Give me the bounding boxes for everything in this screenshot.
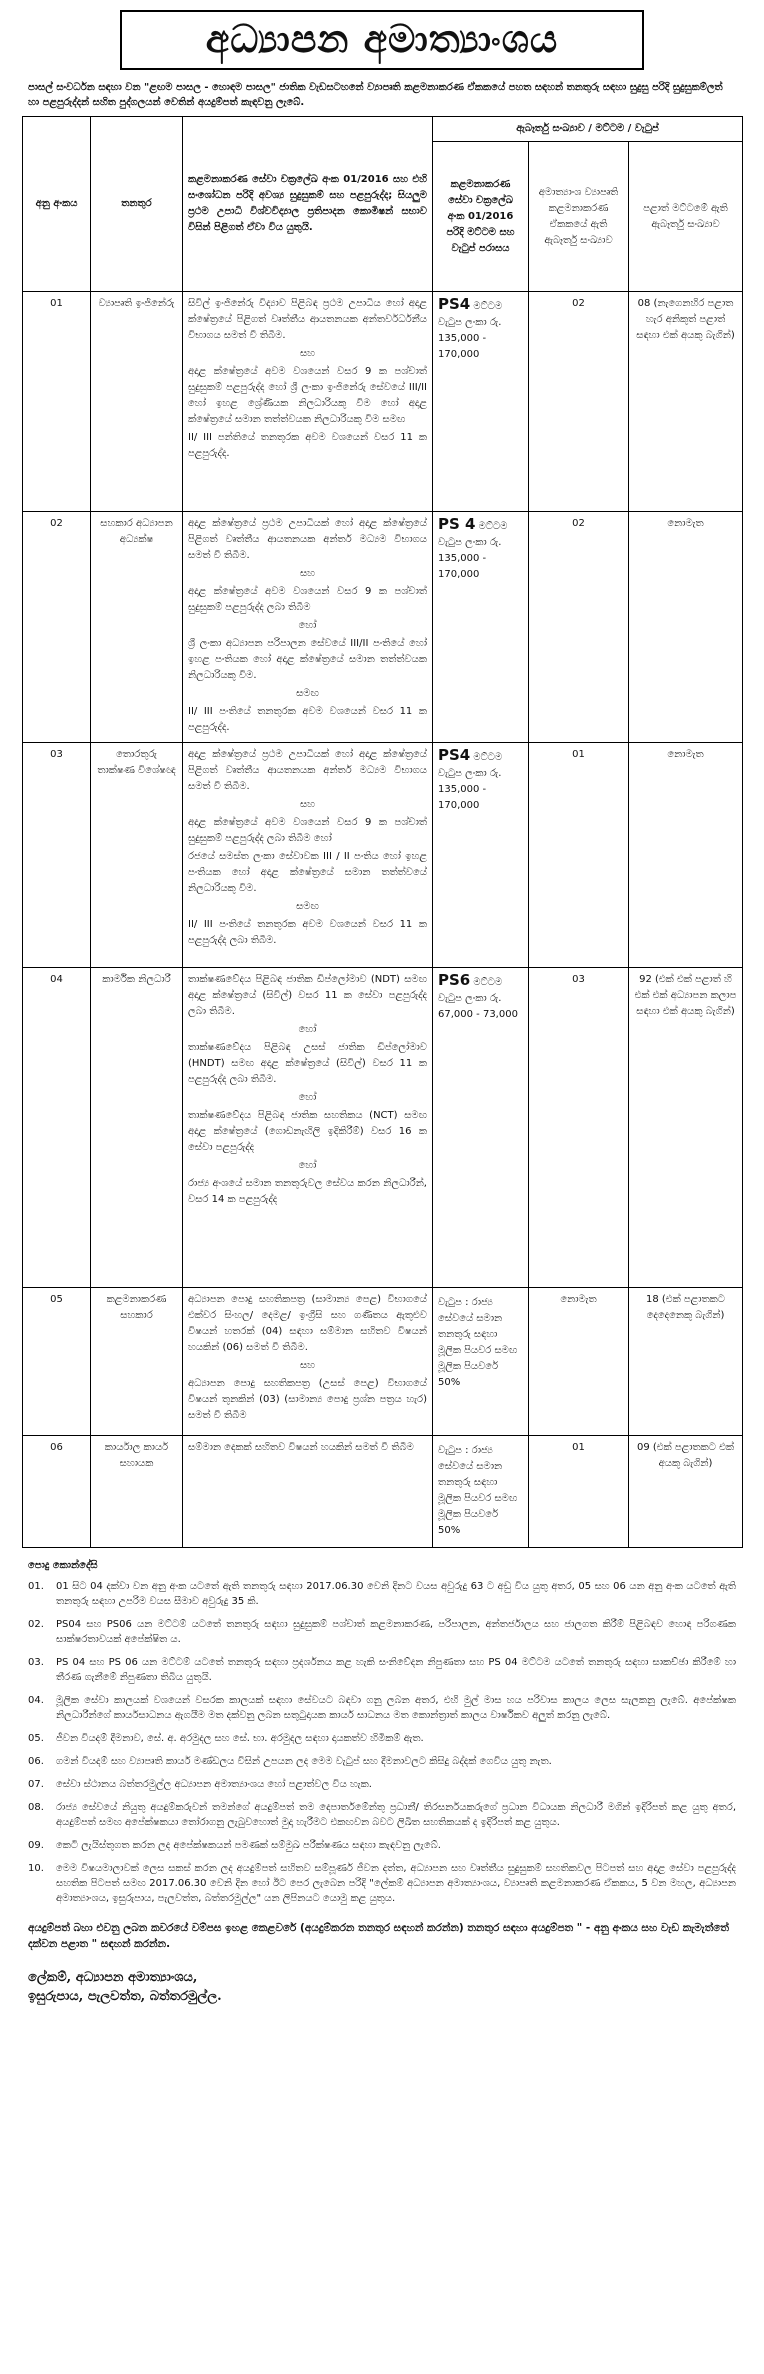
condition-text: කෙටි ලැයිස්තුගත කරන ලද අපේක්ෂකයන් පමණක් සම්මුඛ පරීක්ෂණය සඳහා කැඳවනු ලැබේ. (56, 1840, 441, 1851)
requirement-text: II/ III පංතියේ තනතුරක අවම වශයෙන් වසර 11 ක පළපුරුද්ද. (188, 706, 427, 733)
requirement-text: තාක්ෂණවේදය පිළිබඳ ජාතික සහතිකය (NCT) සමඟ අදාළ ක්ෂේත්‍රයේ (ගොඩනැඟිලි ඉදිකිරීම්) වසර 16 ක සේවා පළපුරුද්ද (188, 1110, 427, 1153)
requirement-conjunction: හෝ (298, 1024, 317, 1035)
table-row (23, 743, 743, 968)
vacancy-rows (23, 292, 743, 1548)
condition-number: 04. (28, 1695, 44, 1706)
row-provincial-vacancies: 18 (එක් පළාතකට දෙදෙනෙකු බැගින්) (629, 1288, 743, 1436)
requirement-text: තාක්ෂණවේදය පිළිබඳ ජාතික ඩිප්ලෝමාව (NDT) සමඟ අදාළ ක්ෂේත්‍රයේ (සිවිල්) වසර 11 ක සේවා පළපුරුද්ද ලබා තිබීම. (188, 974, 427, 1017)
condition-text: 01 සිට 04 දක්වා වන අනු අංක යටතේ ඇති තනතුරු සඳහා 2017.06.30 වෙනි දිනට වයස අවුරුදු 63 ට අඩු විය යුතු අතර, 05 සහ 06 යන අනු අංක යටතේ ඇති තනතුරු සඳහා උපරිම වයස සීමාව අවුරුදු 35 කි. (56, 1581, 736, 1607)
condition-item (28, 1617, 736, 1647)
requirement-text: රාජ්‍ය අංශයේ සමාන තනතුරුවල සේවය කරන නිලධාරීන්, වසර 14 ක පළපුරුද්ද (188, 1178, 427, 1205)
condition-text: මෙම විෂයමාලාවක් ලෙස සකස් කරන ලද අයදුම්පත් සහිතව සම්පූර්ණ ජීවන දත්ත, අධ්‍යාපන සහ වෘත්තීය සුදුසුකම් සහතිකවල පිටපත් සහ අදාළ සේවා පළපුරුද්ද සහතික පිටපත් සමඟ 2017.06.30 වෙනි දින හෝ ඊට පෙර ලැබෙන පරිදි "ලේකම් අධ්‍යාපන අමාත්‍යාංශය, ව්‍යාපෘති කළමනාකරණ ඒකකය, 5 වන මහල, අධ්‍යාපන අමාත්‍යාංශය, ඉසුරුපාය, පැලවත්ත, බත්තරමුල්ල" යන ලිපිනයට යොමු කළ යුතුය. (56, 1863, 736, 1904)
row-provincial-vacancies: නොමැත (629, 743, 743, 968)
condition-number: 08. (28, 1802, 44, 1813)
requirement-text: සම්මාන දෙකක් සහිතව විෂයන් හයකින් සමත් වී තිබීම (188, 1442, 414, 1453)
requirement-text: ශ්‍රී ලංකා අධ්‍යාපන පරිපාලන සේවයේ III/II පංතියේ හෝ ඉහළ පංතියක හෝ අදාළ ක්ෂේත්‍රයේ සමාන තත්ත්වයක නිලධාරියකු විම. (188, 638, 427, 681)
row-post: කාර්මික නිලධාරී (91, 968, 183, 1288)
requirement-conjunction: සහ (299, 568, 316, 579)
row-salary (433, 968, 529, 1288)
signature-line-2: ඉසුරුපාය, පැලවත්ත, බත්තරමුල්ල. (28, 1989, 222, 2004)
general-conditions-heading: පොදු කොන්දේසි (28, 1560, 98, 1571)
condition-item (28, 1579, 736, 1609)
condition-item (28, 1838, 736, 1853)
requirement-text: තාක්ෂණවේදය පිළිබඳ උසස් ජාතික ඩිප්ලෝමාව (HNDT) සමඟ අදාළ ක්ෂේත්‍රයේ (සිවිල්) වසර 11 ක පළපුරුද්ද ලබා තිබීම. (188, 1042, 427, 1085)
salary-level-code: PS6 (438, 971, 471, 989)
header-number: අනු අංකය (23, 117, 91, 292)
condition-number: 07. (28, 1779, 44, 1790)
table-row (23, 1288, 743, 1436)
row-ministry-vacancies: 02 (529, 292, 629, 512)
condition-number: 03. (28, 1657, 44, 1668)
requirement-conjunction: සහ (299, 799, 316, 810)
condition-item (28, 1731, 736, 1746)
table-row (23, 292, 743, 512)
row-post: සහකාර අධ්‍යාපන අධ්‍යක්ෂ (91, 512, 183, 743)
condition-item (28, 1655, 736, 1685)
header-qualifications: කළමනාකරණ සේවා චක්‍රලේඛ අංක 01/2016 සහ එහි සංශෝධන පරිදි අවශ්‍ය සුදුසුකම් සහ පළපුරුද්ද; සියලුම ප්‍රථම උපාධි විශ්වවිද්‍යාල ප්‍රතිපාදන කොමිෂන් සභාව විසින් පිළිගත් ඒවා විය යුතුයි. (183, 117, 433, 292)
header-post: තනතුර (91, 117, 183, 292)
requirement-text: අදාළ ක්ෂේත්‍රයේ අවම වශයෙන් වසර 9 ක පශ්චාත් සුදුසුකම් පළපුරුද්ද ලබා තිබීම (188, 586, 427, 613)
row-ministry-vacancies: 01 (529, 1436, 629, 1548)
requirement-text: අධ්‍යාපන පොදු සහතිකපත්‍ර (සාමාන්‍ය පෙළ) විභාගයේ එක්වර සිංහල/ දෙමළ/ ඉංග්‍රීසි සහ ගණිතය ඇතුළුව විෂයන් හතරක් (04) සඳහා සම්මාන සහිතව විෂයන් හයකින් (06) සමත් වී තිබීම. (188, 1294, 427, 1353)
row-ministry-vacancies: 01 (529, 743, 629, 968)
row-salary (433, 1288, 529, 1436)
row-number: 05 (23, 1288, 91, 1436)
header-ministry-vacancies: අමාත්‍යාංශ ව්‍යාපෘති කළමනාකරණ ඒකකයේ ඇති ඇබෑර්තු සංඛ්‍යාව (529, 142, 629, 292)
requirement-conjunction: හෝ (298, 1092, 317, 1103)
row-provincial-vacancies: 08 (නැගෙනහිර පළාත හැර අනිකුත් පළාත් සඳහා එක් අයකු බැගින්) (629, 292, 743, 512)
signature-block (28, 1968, 736, 2006)
salary-range: වැටුප : රාජ්‍ය සේවයේ සමාන තනතුරු සඳහා මූලික පියවර සමඟ මූලික පියවරේ 50% (438, 1297, 518, 1388)
advertisement-page (0, 10, 764, 2374)
header-vacancy-group: ඇබෑර්තු සංඛ්‍යාව / මට්ටම / වැටුප් (433, 117, 743, 142)
requirement-text: අදාළ ක්ෂේත්‍රයේ ප්‍රථම උපාධියක් හෝ අදාළ ක්ෂේත්‍රයේ පිළිගත් වෘත්තීය ආයතනයක අන්තර් මධ්‍යම විභාගය සමත් වී තිබීම. (188, 749, 427, 792)
salary-range: වැටුප : රාජ්‍ය සේවයේ සමාන තනතුරු සඳහා මූලික පියවර සමඟ මූලික පියවරේ 50% (438, 1445, 518, 1536)
row-provincial-vacancies: 09 (එක් පළාතකට එක් අයකු බැගින්) (629, 1436, 743, 1548)
requirement-conjunction: හෝ (298, 620, 317, 631)
row-requirements (183, 743, 433, 968)
row-salary (433, 1436, 529, 1548)
salary-range: මට්ටම වැටුප ලංකා රු. 135,000 - 170,000 (438, 752, 503, 811)
row-salary (433, 292, 529, 512)
conditions-list (28, 1579, 736, 1906)
requirement-conjunction: සමඟ (296, 688, 319, 699)
row-post: තොරතුරු තාක්ෂණ විශේෂඥ (91, 743, 183, 968)
requirement-conjunction: සහ (299, 348, 316, 359)
salary-level-code: PS 4 (438, 515, 476, 533)
header-provincial-vacancies: පළාත් මට්ටමේ ඇති ඇබෑර්තු සංඛ්‍යාව (629, 142, 743, 292)
row-requirements (183, 1288, 433, 1436)
requirement-conjunction: හෝ (298, 1160, 317, 1171)
row-salary (433, 743, 529, 968)
row-post: කාර්යාල කාර්ය සහායක (91, 1436, 183, 1548)
requirement-text: අදාළ ක්ෂේත්‍රයේ අවම වශයෙන් වසර 9 ක පශ්චාත් සුදුසුකම් පළපුරුද්ද හෝ ශ්‍රී ලංකා ඉංජිනේරු සේවයේ III/II හෝ ඉහළ ශ්‍රේණියක නිලධාරියකු විම හෝ අදාළ ක්ෂේත්‍රයේ සමාන තත්ත්වයක නිලධාරියකු විම සමඟ (188, 366, 427, 425)
general-conditions (28, 1558, 736, 1906)
salary-range: මට්ටම වැටුප ලංකා රු. 135,000 - 170,000 (438, 301, 503, 360)
row-salary (433, 512, 529, 743)
condition-item (28, 1693, 736, 1723)
salary-range: මට්ටම වැටුප ලංකා රු. 67,000 - 73,000 (438, 977, 518, 1020)
closing-instruction: අයදුම්පත් බහා එවනු ලබන කවරයේ වම්පස ඉහළ කෙළවරේ (අයදුම්කරන තනතුර සඳහන් කරන්න) තනතුර සඳහා අයදුම්පත " - අනු අංකය සහ වැඩ කැමැත්තේ දක්වන පළාත " සඳහන් කරන්න. (28, 1922, 729, 1950)
condition-number: 01. (28, 1581, 44, 1592)
condition-text: සේවා ස්ථානය බත්තරමුල්ල අධ්‍යාපන අමාත්‍යාංශය හෝ පළාත්වල විය හැක. (56, 1779, 372, 1790)
requirement-text: අධ්‍යාපන පොදු සහතිකපත්‍ර (උසස් පෙළ) විභාගයේ විෂයන් තුනකින් (03) (සාමාන්‍ය පොදු ප්‍රශ්න පත්‍රය හැර) සමත් වී තිබීම (188, 1378, 427, 1421)
row-number: 02 (23, 512, 91, 743)
row-ministry-vacancies: 03 (529, 968, 629, 1288)
salary-level-code: PS4 (438, 295, 471, 313)
row-number: 04 (23, 968, 91, 1288)
condition-number: 10. (28, 1863, 44, 1874)
condition-item (28, 1777, 736, 1792)
row-requirements (183, 292, 433, 512)
intro-paragraph: පාසල් සංවර්ධන සඳහා වන "ළඟම පාසල - හොඳම පාසල" ජාතික වැඩසටහනේ ව්‍යාපෘති කළමනාකරණ ඒකකයේ පහත සඳහන් තනතුරු සඳහා සුදුසු පරිදි සුදුසුකම්ලත් හා පළපුරුද්දන් සහිත පුද්ගලයන් වෙතින් අයදුම්පත් කැඳවනු ලැබේ. (28, 82, 723, 108)
requirement-conjunction: සමඟ (296, 901, 319, 912)
row-number: 01 (23, 292, 91, 512)
condition-item (28, 1861, 736, 1906)
vacancy-table (22, 116, 743, 1548)
condition-item (28, 1754, 736, 1769)
condition-text: රාජ්‍ය සේවයේ නියුතු අයදුම්කරුවන් තමන්ගේ අයදුම්පත් තම දෙපාර්තමේන්තු ප්‍රධානී/ තිරසර්නයකරුගේ ප්‍රධාන විධායක නිලධාරී මගින් ඉදිරිපත් කළ යුතු අතර, අයදුම්පත් සමඟ අපේක්ෂකයා තෝරාගනු ලැබුවහොත් මුදා හැරීමට එකඟවන බවට ලිඛිත සහතිකයක් ද ඉදිරිපත් කළ යුතුය. (56, 1802, 736, 1828)
row-provincial-vacancies: නොමැත (629, 512, 743, 743)
signature-line-1: ලේකම්, අධ්‍යාපන අමාත්‍යාංශය, (28, 1970, 198, 1985)
salary-range: මට්ටම වැටුප ලංකා රු. 135,000 - 170,000 (438, 521, 508, 580)
condition-text: PS 04 සහ PS 06 යන මට්ටම් යටතේ තනතුරු සඳහා ප්‍රදර්ශනය කළ හැකි සංනිවේදන නිපුණතා සහ PS 04 මට්ටම යටතේ තනතුරු සඳහා සාකච්ඡා කිරීමේ හා තීරණ ගැනීමේ නිපුණතා තිබිය යුතුයි. (56, 1657, 736, 1683)
table-row (23, 512, 743, 743)
requirement-conjunction: සහ (299, 1360, 316, 1371)
requirement-text: II/ III පංතියේ තනතුරක අවම වශයෙන් වසර 11 ක පළපුරුද්ද ලබා තිබීම. (188, 919, 427, 946)
condition-number: 06. (28, 1756, 44, 1767)
condition-item (28, 1800, 736, 1830)
row-post: ව්‍යාපෘති ඉංජිනේරු (91, 292, 183, 512)
row-requirements (183, 1436, 433, 1548)
row-requirements (183, 512, 433, 743)
row-ministry-vacancies: නොමැත (529, 1288, 629, 1436)
table-row (23, 968, 743, 1288)
row-provincial-vacancies: 92 (එක් එක් පළාත් හි එක් එක් අධ්‍යාපන කලාප සඳහා එක් අයකු බැගින්) (629, 968, 743, 1288)
row-number: 03 (23, 743, 91, 968)
salary-level-code: PS4 (438, 746, 471, 764)
condition-number: 09. (28, 1840, 44, 1851)
condition-text: මූලික සේවා කාලයක් වශයෙන් වසරක කාලයක් සඳහා සේවයට බඳවා ගනු ලබන අතර, එහි මුල් මාස හය පරිවාස කාලය ලෙස සැලකනු ලැබේ. අපේක්ෂක නිලධාරීන්ගේ කාර්යසාධනය ඇගයීම මත දක්වනු ලබන සතුටුදායක කාර්ය සාධනය මත කොන්ත්‍රාත් කාලය වාර්ෂිකව අලුත් කරනු ලැබේ. (56, 1695, 736, 1721)
row-post: කළමනාකරණ සහකාර (91, 1288, 183, 1436)
header-level-salary: කළමනාකරණ සේවා චක්‍රලේඛ අංක 01/2016 පරිදි මට්ටම සහ වැටුප් පරාසය (433, 142, 529, 292)
condition-text: ගමන් වියදම් සහ ව්‍යාපෘති කාර්ය මණ්ඩලය විසින් උපයන ලද මෙම වැටුප් සහ දීමනාවලට කිසිදු බද්දක් ගෙවිය යුතු නැත. (56, 1756, 552, 1767)
requirement-text: අදාළ ක්ෂේත්‍රයේ ප්‍රථම උපාධියක් හෝ අදාළ ක්ෂේත්‍රයේ පිළිගත් වෘත්තීය ආයතනයක අන්තර් මධ්‍යම විභාගය සමත් වී තිබීම. (188, 518, 427, 561)
condition-text: ජීවන වියදම් දීමනාව, සේ. අ. අරමුදල සහ සේ. භා. අරමුදල සඳහා දායකත්ව හිමිකම් ඇත. (56, 1733, 424, 1744)
page-title: අධ්‍යාපන අමාත්‍යාංශය (120, 10, 644, 70)
requirement-text: සිවිල් ඉංජිනේරු විද්‍යාව පිළිබඳ ප්‍රථම උපාධිය හෝ අදාළ ක්ෂේත්‍රයේ පිළිගත් වෘත්තීය ආයතනයක අන්තර්වර්ධනීය විභාගය සමත් වී තිබීම. (188, 298, 427, 341)
condition-number: 05. (28, 1733, 44, 1744)
condition-number: 02. (28, 1619, 44, 1630)
condition-text: PS04 සහ PS06 යන මට්ටම් යටතේ තනතුරු සඳහා සුදුසුකම් පශ්චාත් කළමනාකරණ, පරිපාලන, අන්තර්ජාලය සහ ජාලගත කිරීම් පිළිබඳව හොඳ පරිගණක සාක්ෂරතාවයක් අපේක්ෂිත ය. (56, 1619, 736, 1645)
row-requirements (183, 968, 433, 1288)
row-ministry-vacancies: 02 (529, 512, 629, 743)
requirement-text: අදාළ ක්ෂේත්‍රයේ අවම වශයෙන් වසර 9 ක පශ්චාත් සුදුසුකම් පළපුරුද්ද ලබා තිබීම හෝ (188, 817, 427, 844)
requirement-text: II/ III පන්තියේ තනතුරක අවම වශයෙන් වසර 11 ක පළපුරුද්ද. (188, 432, 427, 459)
row-number: 06 (23, 1436, 91, 1548)
requirement-text: රජයේ සමස්ත ලංකා සේවාවක III / II පංතිය හෝ ඉහළ පංතියක හෝ අදාළ ක්ෂේත්‍රයේ සමාන තත්ත්වයේ නිලධාරියකු විම. (188, 851, 427, 894)
table-row (23, 1436, 743, 1548)
